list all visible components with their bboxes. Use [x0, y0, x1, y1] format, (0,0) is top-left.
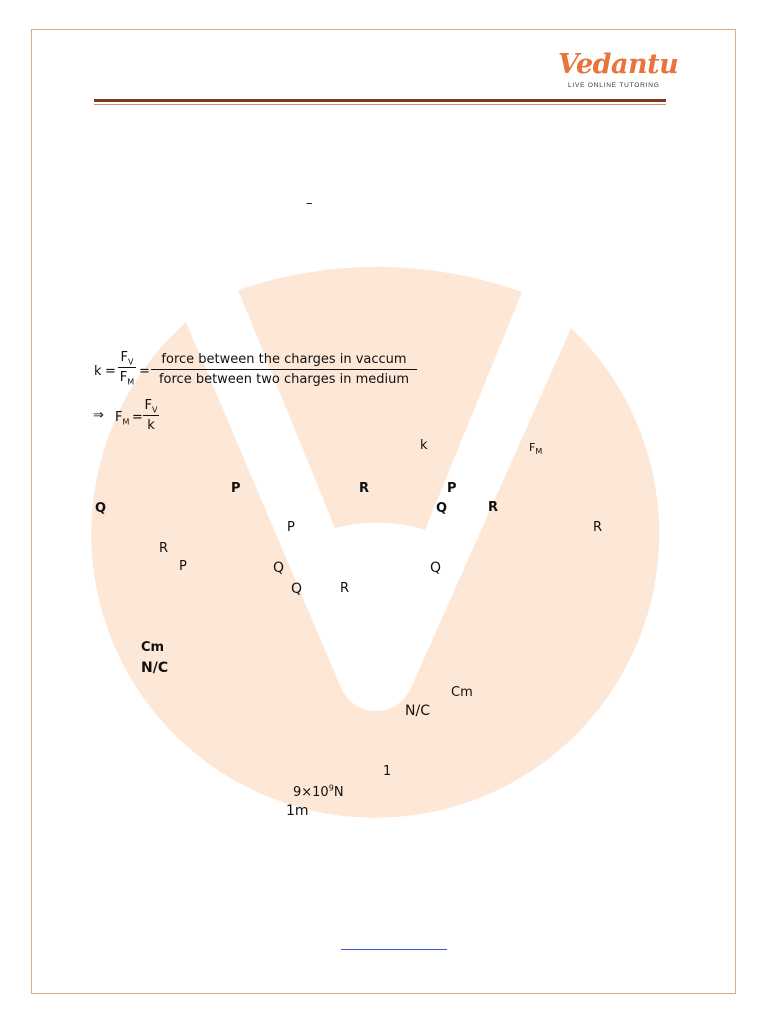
formula2-fv-sub: V: [152, 405, 158, 415]
label-p-bold-1: P: [231, 481, 241, 496]
label-p-1: P: [287, 520, 295, 535]
label-nc-bold: N/C: [141, 660, 169, 676]
label-r-mid: R: [340, 581, 350, 596]
formula1-fm-sub: M: [127, 377, 135, 387]
label-q-2: Q: [291, 581, 303, 597]
label-fm-sub: M: [535, 447, 543, 457]
label-distance: 1m: [286, 803, 309, 819]
formula2-fm-letter: F: [115, 410, 123, 425]
label-force: [293, 785, 344, 800]
label-r-right: R: [593, 520, 603, 535]
label-r-bold-1: R: [359, 481, 370, 496]
header-rule-thick: [94, 99, 666, 102]
formula2-fm: [115, 410, 129, 425]
formula2-fv: F: [144, 398, 152, 413]
label-q-bold-left: Q: [95, 501, 107, 516]
label-cm: Cm: [451, 685, 473, 700]
footer-link-underline[interactable]: [341, 949, 447, 950]
formula2-implies: ⇒: [93, 408, 104, 423]
label-p-bold-2: P: [447, 481, 457, 496]
formula1-fv-sub: V: [128, 357, 134, 367]
label-fm: [529, 440, 542, 455]
label-p-2: P: [179, 559, 187, 574]
label-q-1: Q: [273, 560, 285, 576]
formula1-fm: F: [119, 370, 128, 385]
formula2-eq: =: [132, 410, 143, 425]
formula2-fm-sub: M: [122, 417, 130, 427]
label-q-right: Q: [430, 560, 442, 576]
label-nc: N/C: [405, 703, 430, 719]
formula1-denominator: force between two charges in medium: [158, 372, 410, 387]
dash-mark: –: [306, 196, 313, 211]
label-r-bold-2: R: [488, 500, 499, 515]
formula2-k: k: [147, 418, 155, 433]
formula1-ratio: [118, 350, 136, 385]
formula1-k: k: [94, 364, 102, 379]
label-cm-bold: Cm: [141, 640, 165, 655]
label-one: 1: [383, 764, 392, 779]
force-base: 9×10: [293, 785, 329, 800]
formula2-ratio: [143, 398, 159, 433]
formula1-eq1: =: [105, 364, 116, 379]
formula1-numerator: force between the charges in vaccum: [161, 352, 407, 367]
force-unit: N: [333, 785, 344, 800]
label-k: k: [420, 438, 428, 453]
label-r-left: R: [159, 541, 169, 556]
force-exponent: 9: [328, 783, 334, 793]
vedantu-logo: [558, 49, 679, 92]
logo-tagline: LIVE ONLINE TUTORING: [568, 82, 660, 89]
logo-wordmark: Vedantu: [558, 49, 679, 80]
formula1-fv: F: [120, 350, 128, 365]
header-rule-thin: [94, 104, 666, 105]
label-fm-letter: F: [529, 441, 536, 454]
formula1-word-ratio: [151, 352, 417, 387]
label-q-bold-mid: Q: [436, 501, 448, 516]
formula1-eq2: =: [139, 364, 150, 379]
